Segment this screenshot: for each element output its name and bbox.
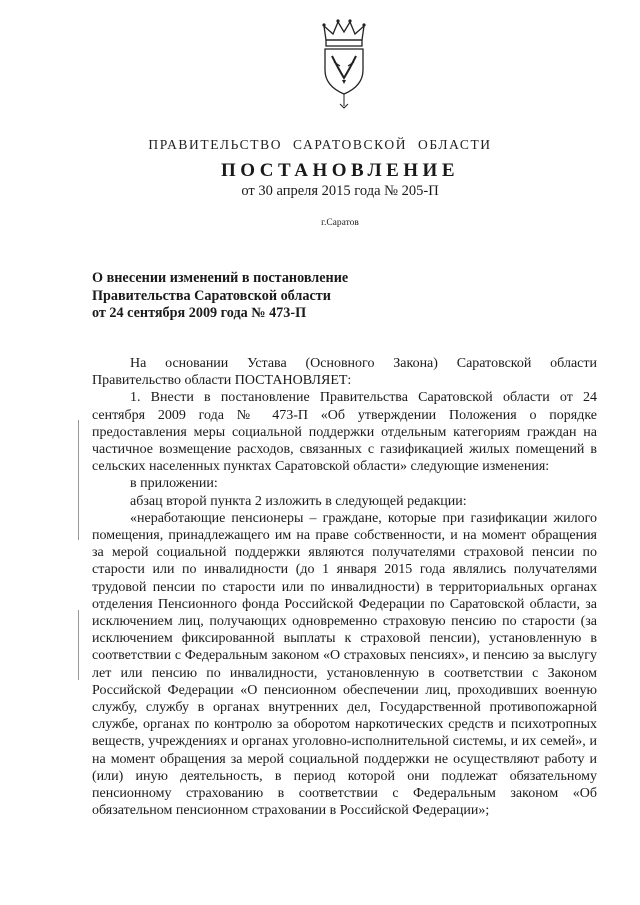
body-paragraph: в приложении: [130, 476, 218, 492]
government-name: ПРАВИТЕЛЬСТВО САРАТОВСКОЙ ОБЛАСТИ [148, 137, 492, 152]
body-paragraph: «неработающие пенсионеры – граждане, которые при газификации жилого помещения, принадлежащего им на праве собственности, и на момент обращения за мерой социальной поддержки являются получателями страховой пенсии по старости или по инвалидности (до 1 января 2015 года являлись получателями трудовой пенсии по старости или по инвалидности) в территориальных органах отделения Пенсионного фонда Российской Федерации по Саратовской области, за исключением лиц, получающих одновременно страховую пенсию по старости (за исключением фиксированной выплаты к страховой пенсии), установленную в соответствии с Федеральным законом «О страховых пенсиях», и пенсию за выслугу лет или пенсию по инвалидности, установленную в соответствии с Законом Российской Федерации «О пенсионном обеспечении лиц, проходивших военную службу, службу в органах внутренних дел, Государственной противопожарной службе, органах по контролю за оборотом наркотических средств и психотропных веществ, учреждениях и органах уголовно-исполнительной системы, и их семей», и на момент обращения за мерой социальной поддержки не осуществляют работу и (или) иную деятельность, в период которой они подлежат обязательному пенсионному страхованию в соответствии с Федеральным законом «Об обязательном пенсионном страховании в Российской Федерации»; [92, 510, 597, 819]
saratov-coat-of-arms-icon [316, 18, 372, 110]
document-body [92, 355, 597, 819]
document-city: г.Саратов [321, 218, 359, 228]
subject-line: от 24 сентября 2009 года № 473-П [92, 305, 307, 321]
body-paragraph: абзац второй пункта 2 изложить в следующей редакции: [130, 493, 467, 509]
body-paragraph: 1. Внести в постановление Правительства Саратовской области от 24 сентября 2009 года № 473-П «Об утверждении Положения о порядке предоставления меры социальной поддержки отдельным категориям граждан на частичное возмещение расходов, связанных с газификацией жилых помещений в сельских населенных пунктах Саратовской области» следующие изменения: [92, 390, 597, 475]
margin-mark [78, 610, 79, 680]
subject-line: Правительства Саратовской области [92, 287, 331, 304]
subject-line: О внесении изменений в постановление [92, 270, 349, 286]
document-date-number: от 30 апреля 2015 года № 205-П [241, 183, 439, 199]
document-type: ПОСТАНОВЛЕНИЕ [220, 160, 460, 181]
margin-mark [78, 420, 79, 540]
document-subject [92, 270, 472, 323]
body-paragraph: На основании Устава (Основного Закона) Саратовской области Правительство области ПОСТАНОВЛЯЕТ: [92, 356, 597, 389]
